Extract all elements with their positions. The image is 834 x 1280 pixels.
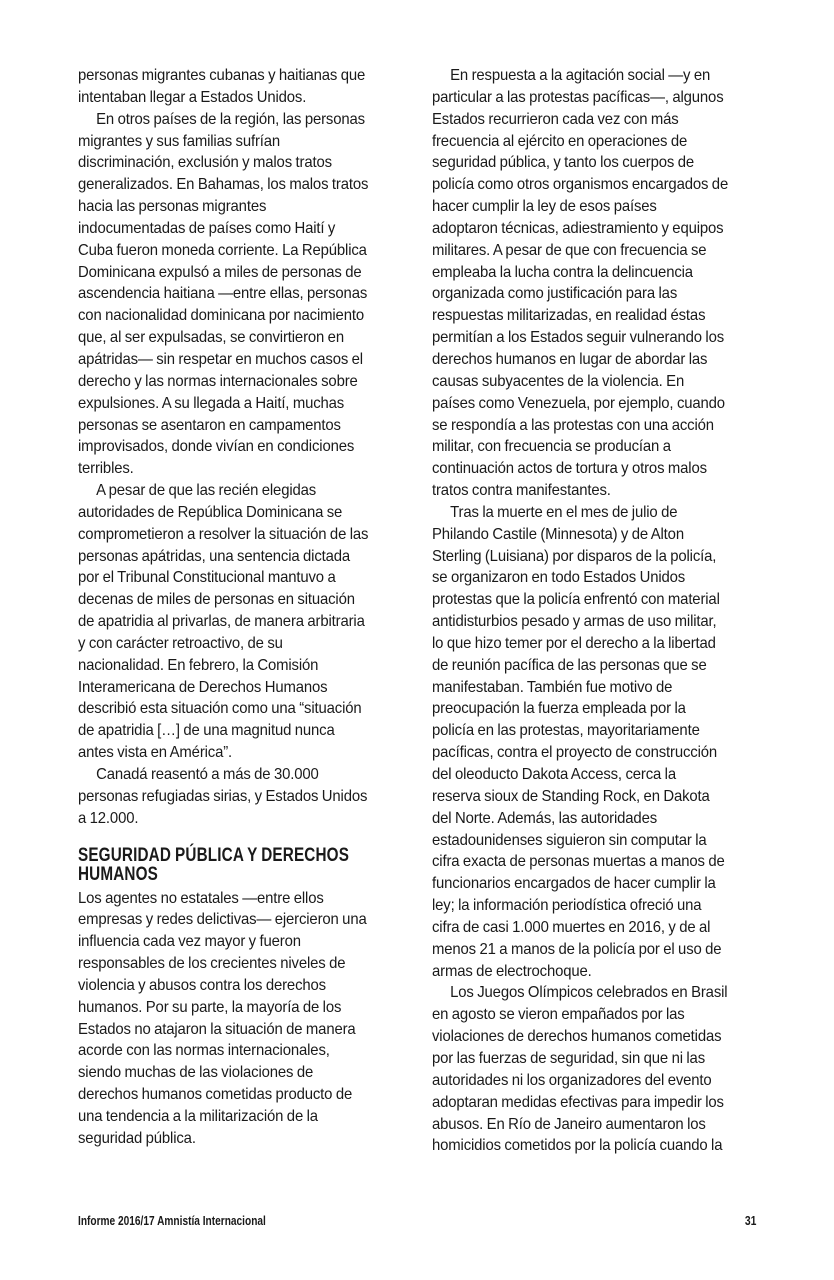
text-line: por las fuerzas de seguridad, sin que ni las — [432, 1049, 705, 1067]
paragraph — [432, 502, 757, 983]
text-line: autoridades ni los organizadores del evento — [432, 1071, 712, 1089]
page-number: 31 — [744, 1213, 756, 1228]
text-line: Philando Castile (Minnesota) y de Alton — [432, 525, 684, 543]
text-line: Dominicana expulsó a miles de personas de — [78, 263, 362, 281]
right-column — [432, 65, 757, 1157]
section-heading — [78, 843, 350, 885]
text-line: ley; la información periodística ofreció una — [432, 897, 702, 915]
text-line: antes vista en América”. — [78, 744, 233, 762]
text-line: personas apátridas, una sentencia dictada — [78, 547, 351, 565]
text-line: violencia y abusos contra los derechos — [78, 976, 326, 994]
section-heading-line: HUMANOS — [78, 862, 158, 885]
text-line: policía como otros organismos encargados de — [432, 176, 729, 194]
text-line: Sterling (Luisiana) por disparos de la policía, — [432, 547, 717, 565]
text-line: adoptaran medidas efectivas para impedir los — [432, 1093, 724, 1111]
text-line: policía en las protestas, mayoritariamente — [432, 722, 700, 740]
text-line: cifra exacta de personas muertas a manos de — [432, 853, 725, 871]
paragraph — [78, 65, 403, 109]
text-line: Los agentes no estatales —entre ellos — [78, 889, 324, 907]
text-line: En respuesta a la agitación social —y en — [450, 67, 711, 84]
text-line: A pesar de que las recién elegidas — [96, 482, 317, 500]
text-line: responsables de los crecientes niveles de — [78, 955, 346, 973]
text-line: a 12.000. — [78, 809, 139, 827]
text-line: intentaban llegar a Estados Unidos. — [78, 88, 307, 106]
text-line: derechos humanos en lugar de abordar las — [432, 350, 708, 368]
text-line: del oleoducto Dakota Access, cerca la — [432, 766, 676, 783]
text-line: derechos humanos cometidas producto de — [78, 1086, 353, 1104]
text-line: Canadá reasentó a más de 30.000 — [96, 766, 319, 783]
text-line: ascendencia haitiana —entre ellas, personas — [78, 285, 368, 303]
text-line: organizada como justificación para las — [432, 285, 678, 303]
text-line: del Norte. Además, las autoridades — [432, 809, 658, 827]
text-line: manifestaban. También fue motivo de — [432, 678, 673, 696]
text-line: Estados no atajaron la situación de manera — [78, 1020, 356, 1038]
text-line: protestas que la policía enfrentó con material — [432, 591, 720, 609]
text-line: por el Tribunal Constitucional mantuvo a — [78, 569, 336, 587]
text-line: comprometieron a resolver la situación de las — [78, 525, 369, 543]
text-line: seguridad pública, y tanto los cuerpos de — [432, 154, 694, 172]
text-line: frecuencia al ejército en operaciones de — [432, 132, 688, 150]
text-line: expulsiones. A su llegada a Haití, muchas — [78, 394, 345, 412]
text-line: de apatridia […] de una magnitud nunca — [78, 722, 335, 740]
text-line: Los Juegos Olímpicos celebrados en Brasil — [450, 984, 728, 1002]
text-line: tratos contra manifestantes. — [432, 482, 611, 500]
text-line: apátridas— sin respetar en muchos casos el — [78, 350, 363, 368]
text-line: en agosto se vieron empañados por las — [432, 1006, 685, 1024]
text-line: En otros países de la región, las personas — [96, 110, 365, 128]
text-line: discriminación, exclusión y malos tratos — [78, 154, 332, 172]
text-line: cifra de casi 1.000 muertes en 2016, y de al — [432, 918, 711, 936]
text-line: armas de electrochoque. — [432, 962, 592, 980]
text-line: militar, con frecuencia se producían a — [432, 438, 671, 456]
paragraph — [432, 65, 757, 502]
text-line: con nacionalidad dominicana por nacimiento — [78, 307, 364, 325]
text-line: militares. A pesar de que con frecuencia se — [432, 241, 707, 259]
text-line: y con carácter retroactivo, de su — [78, 634, 283, 652]
text-line: permitían a los Estados seguir vulnerando los — [432, 329, 725, 347]
text-line: derecho y las normas internacionales sobre — [78, 372, 358, 390]
text-line: se respondía a las protestas con una acción — [432, 416, 714, 434]
text-line: improvisados, donde vivían en condiciones — [78, 438, 355, 456]
text-line: menos 21 a manos de la policía por el uso de — [432, 940, 722, 958]
page-footer — [78, 1213, 756, 1228]
text-line: abusos. En Río de Janeiro aumentaron los — [432, 1115, 706, 1133]
text-line: Cuba fueron moneda corriente. La República — [78, 241, 367, 259]
text-line: respuestas militarizadas, en realidad éstas — [432, 307, 706, 325]
text-line: homicidios cometidos por la policía cuando la — [432, 1137, 723, 1155]
text-line: países como Venezuela, por ejemplo, cuando — [432, 394, 725, 412]
text-line: continuación actos de tortura y otros malos — [432, 460, 707, 478]
text-line: adoptaron técnicas, adiestramiento y equipos — [432, 219, 724, 237]
text-line: causas subyacentes de la violencia. En — [432, 372, 685, 390]
text-line: personas migrantes cubanas y haitianas que — [78, 67, 366, 84]
text-line: migrantes y sus familias sufrían — [78, 132, 281, 150]
text-line: empleaba la lucha contra la delincuencia — [432, 263, 693, 281]
footer-publication-title: Informe 2016/17 Amnistía Internacional — [78, 1213, 266, 1228]
text-line: personas refugiadas sirias, y Estados Unidos — [78, 787, 368, 805]
left-column — [78, 65, 403, 1150]
paragraph — [78, 764, 403, 830]
text-line: pacíficas, contra el proyecto de construcción — [432, 744, 718, 762]
text-line: Tras la muerte en el mes de julio de — [450, 503, 678, 521]
text-line: de reunión pacífica de las personas que se — [432, 656, 707, 674]
text-line: de apatridia al privarlas, de manera arbitraria — [78, 613, 365, 631]
section-heading-line: SEGURIDAD PÚBLICA Y DERECHOS — [78, 843, 350, 866]
text-line: reserva sioux de Standing Rock, en Dakota — [432, 787, 710, 805]
text-line: violaciones de derechos humanos cometidas — [432, 1028, 722, 1046]
text-line: Interamericana de Derechos Humanos — [78, 678, 328, 696]
text-line: funcionarios encargados de hacer cumplir la — [432, 875, 716, 893]
text-line: estadounidenses siguieron sin computar la — [432, 831, 707, 849]
text-line: hacer cumplir la ley de esos países — [432, 198, 657, 216]
text-line: particular a las protestas pacíficas—, algunos — [432, 88, 724, 106]
paragraph — [432, 982, 757, 1157]
text-line: personas se asentaron en campamentos — [78, 416, 341, 434]
text-line: empresas y redes delictivas— ejercieron una — [78, 911, 367, 929]
text-line: decenas de miles de personas en situación — [78, 591, 355, 609]
paragraph — [78, 480, 403, 764]
text-line: seguridad pública. — [78, 1129, 196, 1147]
text-line: hacia las personas migrantes — [78, 198, 267, 216]
text-line: Estados recurrieron cada vez con más — [432, 110, 679, 128]
text-line: antidisturbios pesado y armas de uso militar, — [432, 613, 717, 631]
text-line: siendo muchas de las violaciones de — [78, 1064, 314, 1082]
text-line: indocumentadas de países como Haití y — [78, 219, 336, 237]
text-line: que, al ser expulsadas, se convirtieron en — [78, 329, 344, 347]
text-line: describió esta situación como una “situación — [78, 700, 362, 718]
text-line: preocupación la fuerza empleada por la — [432, 700, 686, 718]
text-line: humanos. Por su parte, la mayoría de los — [78, 998, 342, 1016]
text-line: autoridades de República Dominicana se — [78, 503, 343, 521]
text-line: se organizaron en todo Estados Unidos — [432, 569, 686, 587]
text-line: una tendencia a la militarización de la — [78, 1107, 318, 1125]
text-line: generalizados. En Bahamas, los malos tratos — [78, 176, 369, 194]
text-line: influencia cada vez mayor y fueron — [78, 933, 301, 951]
text-line: terribles. — [78, 460, 134, 478]
text-line: acorde con las normas internacionales, — [78, 1042, 330, 1060]
text-line: nacionalidad. En febrero, la Comisión — [78, 656, 319, 674]
paragraph — [78, 888, 403, 1150]
text-line: lo que hizo temer por el derecho a la libertad — [432, 634, 716, 652]
paragraph — [78, 109, 403, 480]
